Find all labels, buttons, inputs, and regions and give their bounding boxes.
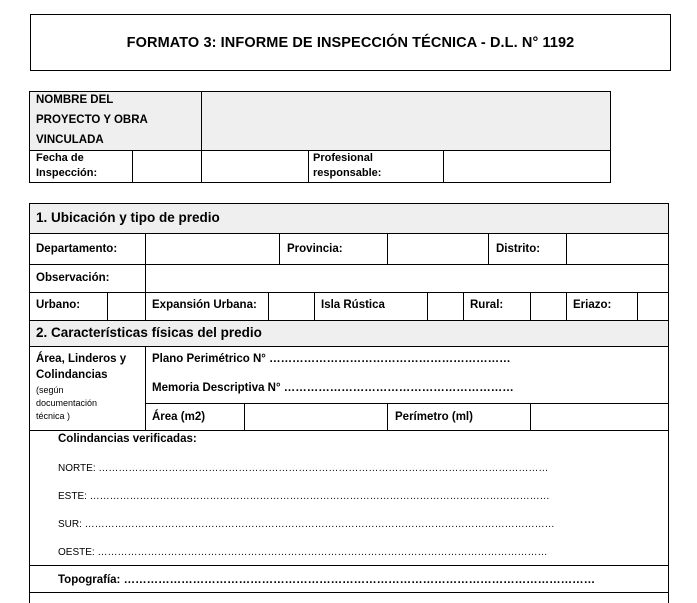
area-note-1: (según <box>36 385 64 395</box>
isla-label: Isla Rústica <box>321 299 385 311</box>
project-name-field[interactable] <box>202 92 610 149</box>
memoria-descriptiva-line[interactable]: Memoria Descriptiva N° …………………………………………………… <box>152 382 514 394</box>
project-label-1: NOMBRE DEL <box>36 94 114 106</box>
project-label-3: VINCULADA <box>36 134 104 146</box>
observacion-field[interactable] <box>146 265 668 291</box>
profesional-label-1: Profesional <box>313 152 373 164</box>
observacion-label: Observación: <box>36 272 110 284</box>
provincia-label: Provincia: <box>287 243 343 255</box>
distrito-field[interactable] <box>567 234 668 263</box>
departamento-field[interactable] <box>146 234 279 263</box>
area-note-3: técnica ) <box>36 411 71 421</box>
project-label-2: PROYECTO Y OBRA <box>36 114 148 126</box>
provincia-field[interactable] <box>388 234 488 263</box>
colindancias-label: Colindancias verificadas: <box>58 433 197 445</box>
rural-checkbox[interactable] <box>531 293 566 319</box>
fecha-label-1: Fecha de <box>36 152 84 164</box>
expansion-checkbox[interactable] <box>269 293 314 319</box>
eriazo-checkbox[interactable] <box>638 293 668 319</box>
perimetro-label: Perímetro (ml) <box>395 411 473 423</box>
fecha-label-2: Inspección: <box>36 167 98 179</box>
plano-perimetrico-line[interactable]: Plano Perimétrico N° ……………………………………………………… <box>152 353 511 365</box>
urbano-label: Urbano: <box>36 299 81 311</box>
este-line[interactable]: ESTE: ………………………………………………………………………………………………………………………… <box>58 491 550 502</box>
area-label-2: Colindancias <box>36 369 108 381</box>
departamento-label: Departamento: <box>36 243 118 255</box>
urbano-checkbox[interactable] <box>108 293 145 319</box>
perimetro-field[interactable] <box>531 404 668 430</box>
profesional-field[interactable] <box>444 151 610 182</box>
fecha-field[interactable] <box>133 151 308 182</box>
expansion-label: Expansión Urbana: <box>152 299 257 311</box>
section2-title: 2. Características físicas del predio <box>36 325 262 340</box>
area-m2-field[interactable] <box>245 404 387 430</box>
area-note-2: documentación <box>36 398 98 408</box>
area-label-1: Área, Linderos y <box>36 353 127 365</box>
distrito-label: Distrito: <box>496 243 541 255</box>
section1-title: 1. Ubicación y tipo de predio <box>36 210 220 225</box>
profesional-label-2: responsable: <box>313 167 382 179</box>
form-title: FORMATO 3: INFORME DE INSPECCIÓN TÉCNICA - D.L. N° 1192 <box>126 34 575 51</box>
oeste-line[interactable]: OESTE: ……………………………………………………………………………………………………………………… <box>58 547 548 558</box>
eriazo-label: Eriazo: <box>573 299 612 311</box>
form-title-box <box>30 14 671 71</box>
sur-line[interactable]: SUR: …………………………………………………………………………………………………………………………… <box>58 519 555 530</box>
area-m2-label: Área (m2) <box>152 411 206 423</box>
rural-label: Rural: <box>470 299 504 311</box>
isla-checkbox[interactable] <box>428 293 463 319</box>
norte-line[interactable]: NORTE: ……………………………………………………………………………………………………………………… <box>58 463 549 474</box>
topografia-line[interactable]: Topografía: …………………………………………………………………………………………………………… <box>58 574 596 586</box>
